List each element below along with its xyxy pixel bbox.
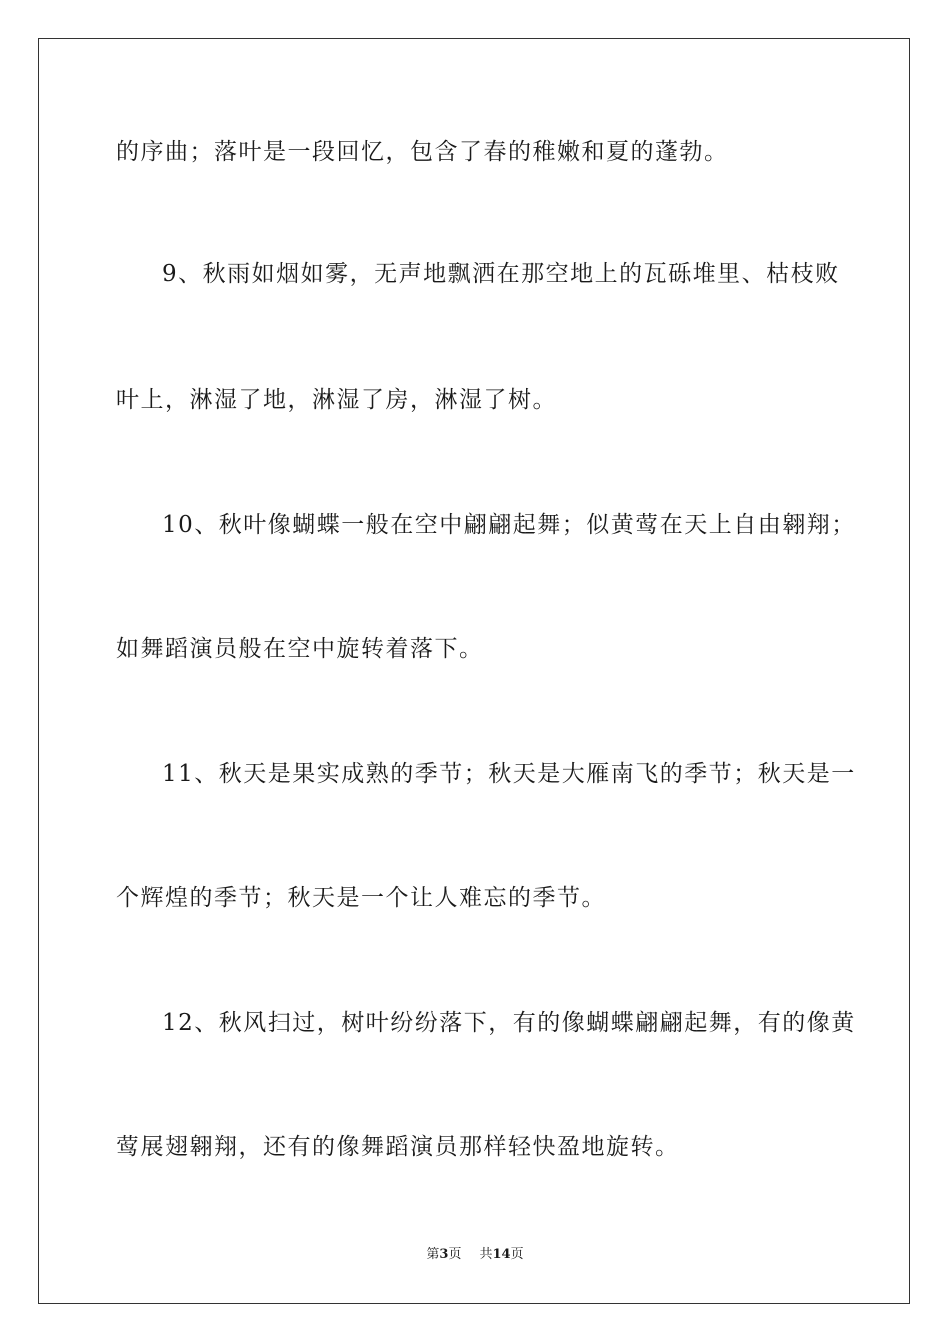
- text-line-9: 莺展翅翱翔，还有的像舞蹈演员那样轻快盈地旋转。: [116, 1134, 680, 1160]
- text-line-1: 的序曲；落叶是一段回忆，包含了春的稚嫩和夏的蓬勃。: [116, 139, 729, 165]
- text-line-7: 个辉煌的季节；秋天是一个让人难忘的季节。: [116, 885, 606, 911]
- footer-total-suffix: 页: [510, 1247, 524, 1262]
- footer-page-suffix: 页: [448, 1247, 462, 1262]
- text-line-2: 9、秋雨如烟如雾，无声地飘洒在那空地上的瓦砾堆里、枯枝败: [162, 261, 840, 287]
- text-line-6: 11、秋天是果实成熟的季节；秋天是大雁南飞的季节；秋天是一: [162, 761, 856, 787]
- footer-page-prefix: 第: [426, 1247, 440, 1262]
- footer-page-total: 14: [492, 1247, 511, 1262]
- text-line-8: 12、秋风扫过，树叶纷纷落下，有的像蝴蝶翩翩起舞，有的像黄: [162, 1010, 856, 1036]
- footer-page-current: 3: [439, 1247, 449, 1262]
- text-line-4: 10、秋叶像蝴蝶一般在空中翩翩起舞；似黄莺在天上自由翱翔；: [162, 512, 856, 538]
- page-footer: [0, 1246, 950, 1264]
- page-border: [38, 38, 910, 1304]
- footer-total-prefix: 共: [479, 1247, 493, 1262]
- text-line-5: 如舞蹈演员般在空中旋转着落下。: [116, 636, 484, 662]
- text-line-3: 叶上，淋湿了地，淋湿了房，淋湿了树。: [116, 387, 557, 413]
